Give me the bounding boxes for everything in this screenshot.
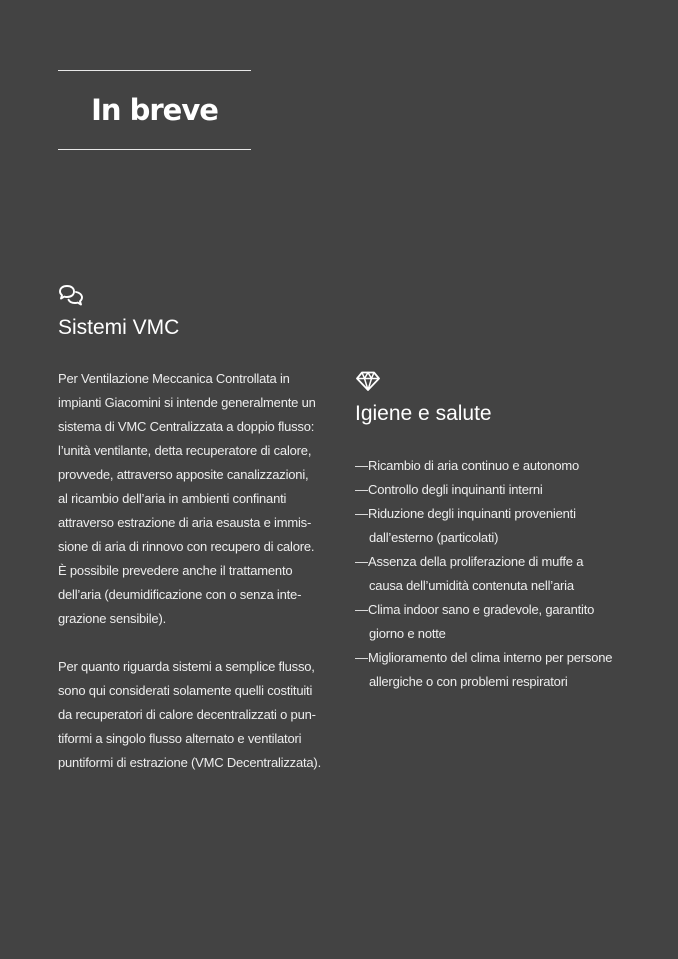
list-item: [355, 646, 625, 694]
list-item-text: Assenza della proliferazione di muffe a: [368, 554, 584, 569]
vmc-systems-heading: Sistemi VMC: [58, 316, 180, 339]
paragraph-line: sono qui considerati solamente quelli costituiti: [58, 683, 313, 698]
list-item: [355, 598, 625, 646]
vmc-description-paragraph: [58, 367, 320, 631]
single-flow-paragraph: [58, 655, 320, 775]
list-item-text: Controllo degli inquinanti interni: [368, 482, 543, 497]
list-item-text-continued: causa dell’umidità contenuta nell’aria: [369, 578, 574, 593]
list-item-text: Clima indoor sano e gradevole, garantito: [368, 602, 595, 617]
paragraph-line: Per Ventilazione Meccanica Controllata in: [58, 371, 290, 386]
bullet-dash: —: [355, 506, 368, 521]
bullet-dash: —: [355, 482, 368, 497]
paragraph-line: È possibile prevedere anche il trattamento: [58, 563, 293, 578]
list-item-text: Ricambio di aria continuo e autonomo: [368, 458, 580, 473]
paragraph-line: impianti Giacomini si intende generalmente un: [58, 395, 316, 410]
page-title: In breve: [91, 93, 218, 127]
paragraph-line: attraverso estrazione di aria esausta e immis-: [58, 515, 312, 530]
list-item-text: Riduzione degli inquinanti provenienti: [368, 506, 576, 521]
diamond-icon: [355, 370, 381, 392]
paragraph-line: l’unità ventilante, detta recuperatore di calore,: [58, 443, 312, 458]
bullet-dash: —: [355, 650, 368, 665]
bullet-dash: —: [355, 602, 368, 617]
list-item: [355, 478, 625, 502]
vmc-systems-section: [58, 284, 320, 775]
paragraph-line: dell’aria (deumidificazione con o senza inte-: [58, 587, 302, 602]
chat-bubbles-icon: [58, 284, 84, 306]
list-item-text-continued: allergiche o con problemi respiratori: [369, 674, 568, 689]
paragraph-line: sistema di VMC Centralizzata a doppio flusso:: [58, 419, 315, 434]
paragraph-line: grazione sensibile).: [58, 611, 167, 626]
list-item: [355, 502, 625, 550]
list-item: [355, 550, 625, 598]
hygiene-health-section: [355, 370, 625, 694]
title-rule-top: [58, 70, 251, 71]
paragraph-line: al ricambio dell’aria in ambienti confinanti: [58, 491, 287, 506]
paragraph-line: provvede, attraverso apposite canalizzazioni,: [58, 467, 309, 482]
list-item-text: Miglioramento del clima interno per persone: [368, 650, 613, 665]
list-item-text-continued: dall’esterno (particolati): [369, 530, 499, 545]
paragraph-line: sione di aria di rinnovo con recupero di calore.: [58, 539, 315, 554]
list-item-text-continued: giorno e notte: [369, 626, 446, 641]
benefits-list: [355, 454, 625, 694]
hygiene-health-heading: Igiene e salute: [355, 402, 492, 425]
paragraph-line: tiformi a singolo flusso alternato e ventilatori: [58, 731, 302, 746]
bullet-dash: —: [355, 554, 368, 569]
title-rule-bottom: [58, 149, 251, 150]
paragraph-line: Per quanto riguarda sistemi a semplice flusso,: [58, 659, 315, 674]
list-item: [355, 454, 625, 478]
paragraph-line: da recuperatori di calore decentralizzati o pun-: [58, 707, 316, 722]
bullet-dash: —: [355, 458, 368, 473]
paragraph-line: puntiformi di estrazione (VMC Decentralizzata).: [58, 755, 321, 770]
